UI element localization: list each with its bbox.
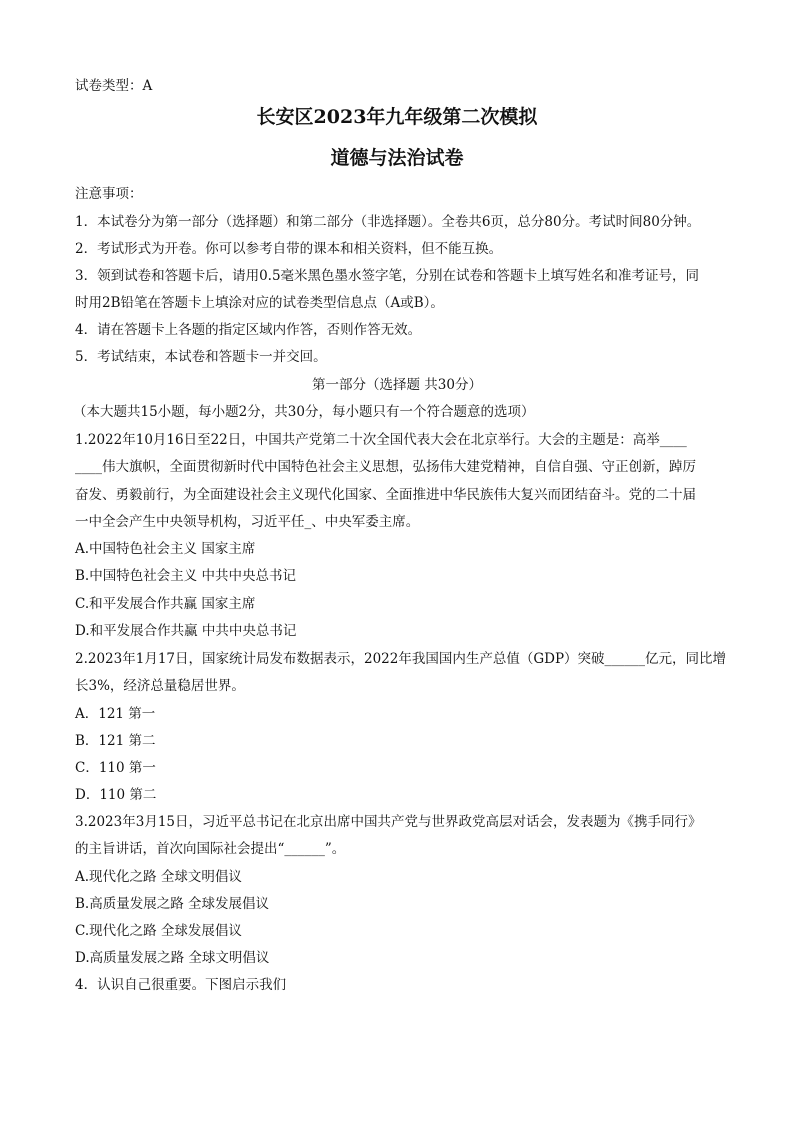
answer-option: B.高质量发展之路 全球发展倡议 — [75, 896, 270, 912]
question-stem-line: 的主旨讲话，首次向国际社会提出“______”。 — [75, 841, 346, 857]
question-stem-line: ____伟大旗帜，全面贯彻新时代中国特色社会主义思想，弘扬伟大建党精神，自信自强、守正创新，踔厉 — [75, 459, 696, 475]
answer-option: D.高质量发展之路 全球文明倡议 — [75, 950, 270, 966]
question-stem-line: 长3%，经济总量稳居世界。 — [75, 678, 245, 694]
answer-option: B.中国特色社会主义 中共中央总书记 — [75, 568, 297, 584]
answer-option: D.和平发展合作共赢 中共中央总书记 — [75, 623, 297, 639]
notes-heading: 注意事项： — [75, 186, 143, 202]
question-stem-line: 奋发、勇毅前行，为全面建设社会主义现代化国家、全面推进中华民族伟大复兴而团结奋斗。党的二十届 — [75, 487, 696, 503]
answer-option: C.现代化之路 全球发展倡议 — [75, 923, 242, 939]
question-stem-line: 4．认识自己很重要。下图启示我们 — [75, 977, 287, 993]
note-item: 4．请在答题卡上各题的指定区域内作答，否则作答无效。 — [75, 322, 422, 338]
question-stem-line: 2.2023年1月17日，国家统计局发布数据表示，2022年我国国内生产总值（GDP）突破______亿元，同比增 — [75, 651, 727, 667]
answer-option: C．110 第一 — [75, 760, 156, 776]
question-stem-line: 3.2023年3月15日，习近平总书记在北京出席中国共产党与世界政党高层对话会，发表题为《携手同行》 — [75, 814, 702, 830]
page-title: 长安区2023年九年级第二次模拟 — [256, 106, 538, 128]
note-item: 5．考试结束，本试卷和答题卡一并交回。 — [75, 349, 327, 365]
answer-option: A．121 第一 — [75, 706, 156, 722]
part-instructions: （本大题共15小题，每小题2分，共30分，每小题只有一个符合题意的选项） — [73, 404, 535, 420]
answer-option: C.和平发展合作共赢 国家主席 — [75, 596, 256, 612]
note-item-continued: 时用2B铅笔在答题卡上填涂对应的试卷类型信息点（A或B）。 — [75, 295, 444, 311]
note-item: 2．考试形式为开卷。你可以参考自带的课本和相关资料，但不能互换。 — [75, 241, 503, 257]
part-heading: 第一部分（选择题 共30分） — [312, 377, 482, 393]
note-item: 1．本试卷分为第一部分（选择题）和第二部分（非选择题）。全卷共6页，总分80分。考试时间80分钟。 — [75, 214, 701, 230]
note-item: 3．领到试卷和答题卡后，请用0.5毫米黑色墨水签字笔，分别在试卷和答题卡上填写姓名和准考证号，同 — [75, 268, 700, 284]
paper-type: 试卷类型：A — [75, 78, 153, 94]
answer-option: A.现代化之路 全球文明倡议 — [75, 869, 242, 885]
answer-option: D．110 第二 — [75, 787, 157, 803]
question-stem-line: 一中全会产生中央领导机构，习近平任_、中央军委主席。 — [75, 514, 420, 530]
answer-option: B．121 第二 — [75, 733, 156, 749]
page-subtitle: 道德与法治试卷 — [330, 147, 464, 169]
answer-option: A.中国特色社会主义 国家主席 — [75, 541, 256, 557]
question-stem-line: 1.2022年10月16日至22日，中国共产党第二十次全国代表大会在北京举行。大会的主题是：高举____ — [75, 432, 687, 448]
